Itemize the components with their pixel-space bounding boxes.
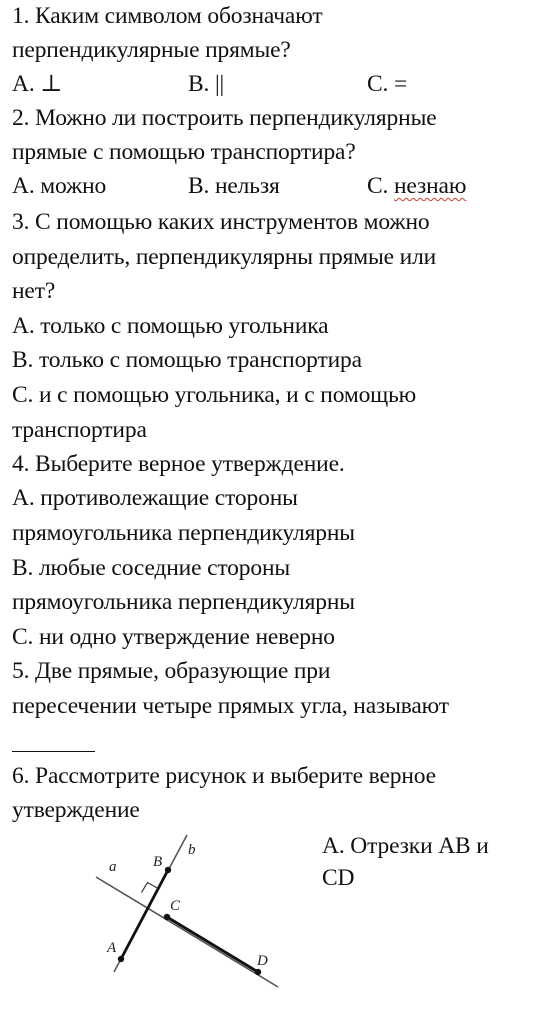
q1-option-c: C. = <box>367 71 408 97</box>
point-b-dot <box>165 867 171 873</box>
q2-option-a: A. можно <box>12 173 107 199</box>
q1-option-a: A. ⊥ <box>12 71 63 97</box>
q3-option-c-line2: транспортира <box>12 417 147 443</box>
line-a <box>96 877 278 987</box>
q6-text-line1: 6. Рассмотрите рисунок и выберите верное <box>12 763 436 789</box>
q3-option-a: A. только с помощью угольника <box>12 313 329 339</box>
label-line-a: a <box>109 859 117 875</box>
q6-text-line2: утверждение <box>12 797 140 823</box>
q3-text-line3: нет? <box>12 278 56 304</box>
label-point-b: B <box>153 854 163 870</box>
q2-text-line1: 2. Можно ли построить перпендикулярные <box>12 105 437 131</box>
q6-option-a-line1: A. Отрезки AB и <box>322 833 489 859</box>
segment-ab <box>121 870 168 959</box>
point-a-dot <box>118 956 124 962</box>
segment-cd <box>167 917 258 972</box>
q5-answer-blank <box>12 751 95 752</box>
point-c-dot <box>164 914 170 920</box>
label-point-c: C <box>170 898 180 914</box>
label-point-a: A <box>107 940 117 956</box>
q4-option-b-line1: B. любые соседние стороны <box>12 555 291 581</box>
q2-option-b: B. нельзя <box>188 173 280 199</box>
q6-option-a-line2: CD <box>322 865 355 891</box>
q1-option-b: B. || <box>188 71 225 97</box>
q2-option-c <box>367 172 466 200</box>
q4-option-c: C. ни одно утверждение неверно <box>12 624 335 650</box>
q3-option-c-line1: C. и с помощью угольника, и с помощью <box>12 382 417 408</box>
geometry-figure <box>88 830 293 1000</box>
spellcheck-flagged-word: незнаю <box>393 173 467 199</box>
q3-option-b: B. только с помощью транспортира <box>12 347 362 373</box>
q5-text-line2: пересечении четыре прямых угла, называют <box>12 693 449 719</box>
label-line-b: b <box>188 842 196 858</box>
q4-text-line1: 4. Выберите верное утверждение. <box>12 451 345 477</box>
q4-option-b-line2: прямоугольника перпендикулярны <box>12 589 355 615</box>
q4-option-a-line2: прямоугольника перпендикулярны <box>12 520 355 546</box>
q4-option-a-line1: A. противолежащие стороны <box>12 485 298 511</box>
q1-text-line2: перпендикулярные прямые? <box>12 37 291 63</box>
point-d-dot <box>255 969 261 975</box>
label-point-d: D <box>257 953 268 969</box>
q5-text-line1: 5. Две прямые, образующие при <box>12 658 331 684</box>
q2-option-c-prefix: C. <box>367 173 394 199</box>
q1-text-line1: 1. Каким символом обозначают <box>12 3 323 29</box>
q3-text-line1: 3. С помощью каких инструментов можно <box>12 209 430 235</box>
q3-text-line2: определить, перпендикулярны прямые или <box>12 244 437 270</box>
q2-text-line2: прямые с помощью транспортира? <box>12 139 356 165</box>
